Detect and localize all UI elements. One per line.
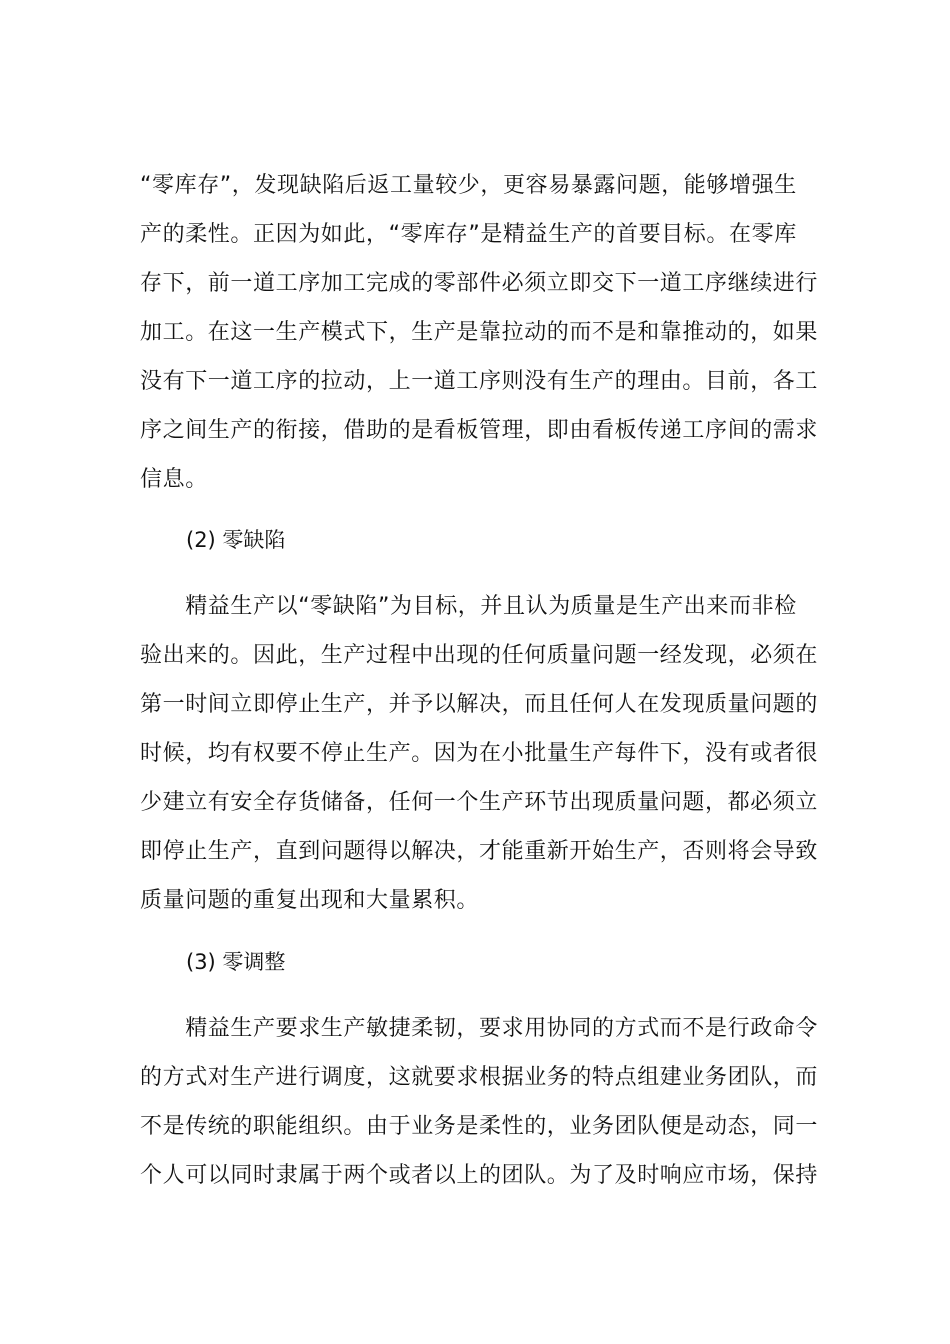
text-line: 序之间生产的衔接，借助的是看板管理，即由看板传递工序间的需求 — [140, 418, 819, 443]
text-line: “零库存”，发现缺陷后返工量较少，更容易暴露问题，能够增强生 — [140, 173, 797, 198]
text-line: 不是传统的职能组织。由于业务是柔性的，业务团队便是动态，同一 — [140, 1114, 819, 1139]
text-line: 即停止生产，直到问题得以解决，才能重新开始生产，否则将会导致 — [140, 839, 819, 864]
text-line: 第一时间立即停止生产，并予以解决，而且任何人在发现质量问题的 — [140, 692, 819, 717]
text-line: 精益生产要求生产敏捷柔韧，要求用协同的方式而不是行政命令 — [140, 1016, 819, 1041]
text-line: 时候，均有权要不停止生产。因为在小批量生产每件下，没有或者很 — [140, 741, 819, 766]
text-line: 精益生产以“零缺陷”为目标，并且认为质量是生产出来而非检 — [140, 594, 797, 619]
text-line: 存下，前一道工序加工完成的零部件必须立即交下一道工序继续进行 — [140, 271, 819, 296]
text-line: 信息。 — [140, 467, 208, 492]
text-line: 验出来的。因此，生产过程中出现的任何质量问题一经发现，必须在 — [140, 643, 819, 668]
text-line: 少建立有安全存货储备，任何一个生产环节出现质量问题，都必须立 — [140, 790, 819, 815]
text-line: 产的柔性。正因为如此，“零库存”是精益生产的首要目标。在零库 — [140, 222, 797, 247]
paragraph-zero-adjustment — [140, 1004, 820, 1200]
text-line: 质量问题的重复出现和大量累积。 — [140, 888, 480, 913]
text-line: 加工。在这一生产模式下，生产是靠拉动的而不是和靠推动的，如果 — [140, 320, 819, 345]
section-heading-zero-defect: (2) 零缺陷 — [186, 528, 286, 552]
section-heading-zero-adjustment: (3) 零调整 — [186, 950, 286, 974]
text-line: 的方式对生产进行调度，这就要求根据业务的特点组建业务团队，而 — [140, 1065, 819, 1090]
paragraph-zero-inventory — [140, 161, 820, 504]
paragraph-zero-defect — [140, 582, 820, 925]
text-line: 没有下一道工序的拉动，上一道工序则没有生产的理由。目前，各工 — [140, 369, 819, 394]
text-line: 个人可以同时隶属于两个或者以上的团队。为了及时响应市场，保持 — [140, 1163, 819, 1188]
